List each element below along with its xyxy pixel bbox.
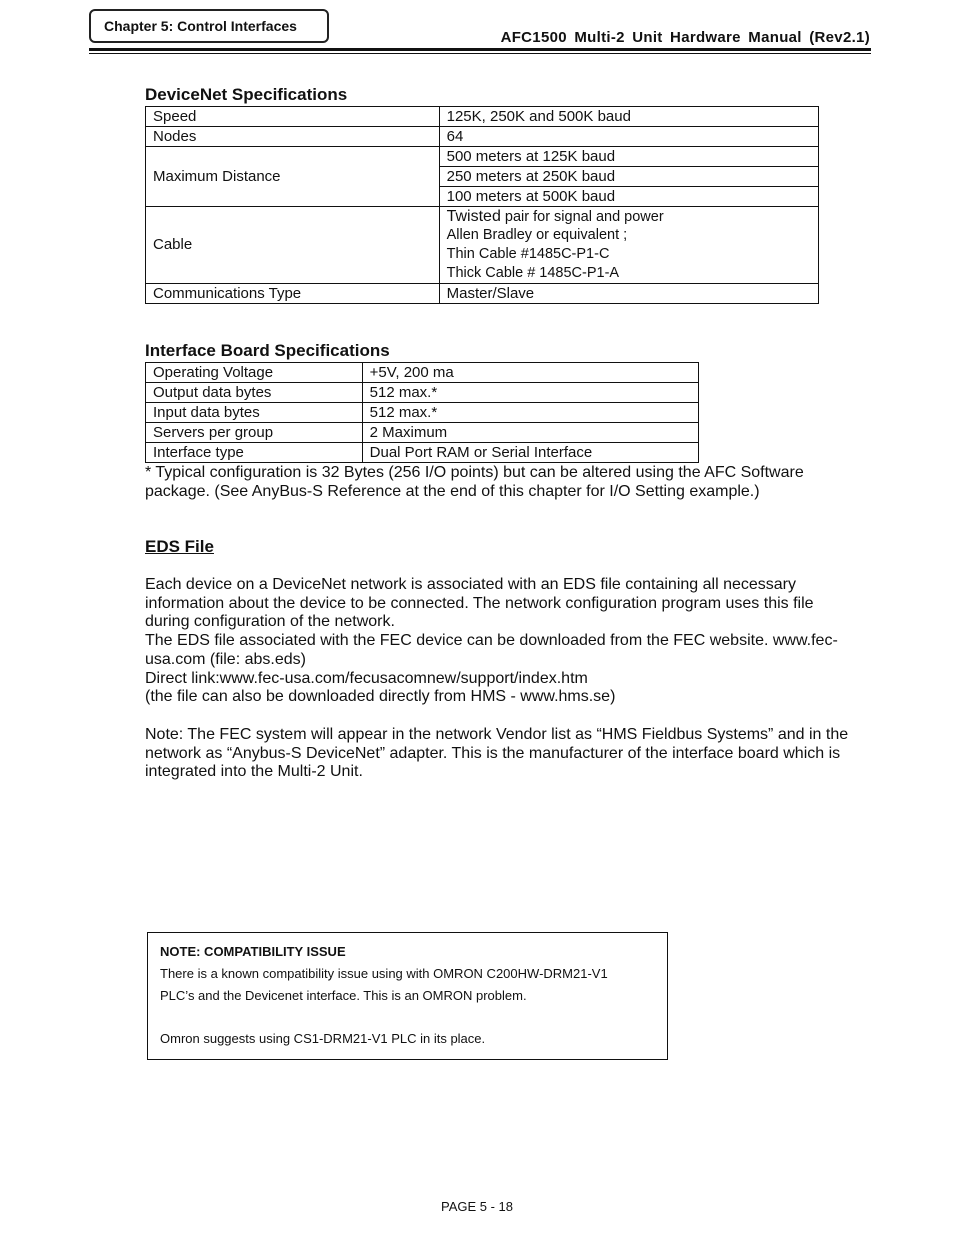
table-row (146, 207, 819, 284)
header-rule-thick (89, 48, 871, 51)
paragraph-line: (the file can also be downloaded directly from HMS - www.hms.se) (145, 688, 616, 706)
cable-label: Cable (146, 207, 440, 284)
eds-direct-link: Direct link:www.fec-usa.com/fecusacomnew/support/index.htm (145, 669, 588, 687)
distance-value: 500 meters at 125K baud (439, 147, 818, 167)
chapter-label: Chapter 5: Control Interfaces (89, 9, 329, 43)
speed-label: Speed (146, 107, 440, 127)
table-row (146, 443, 699, 463)
interface-board-title: Interface Board Specifications (145, 341, 390, 360)
eds-title: EDS File (145, 537, 214, 556)
note-title: NOTE: COMPATIBILITY ISSUE (160, 944, 346, 959)
eds-note-paragraph (145, 726, 848, 782)
nodes-value: 64 (439, 127, 818, 147)
devicenet-title: DeviceNet Specifications (145, 85, 348, 104)
spec-label: Interface type (146, 443, 363, 463)
paragraph-line: during configuration of the network. (145, 613, 395, 631)
spec-value: 512 max.* (362, 403, 698, 423)
note-line: PLC’s and the Devicenet interface. This is an OMRON problem. (160, 988, 527, 1003)
note-line: Omron suggests using CS1-DRM21-V1 PLC in its place. (160, 1031, 486, 1046)
interface-board-table (145, 362, 699, 463)
paragraph-line: usa.com (file: abs.eds) (145, 650, 306, 668)
header-rule-thin (89, 53, 871, 54)
table-row (146, 107, 819, 127)
comm-label: Communications Type (146, 284, 440, 304)
paragraph-line: information about the device to be connected. The network configuration program uses this file (145, 594, 814, 612)
cable-pair-text: pair for signal and power (500, 208, 664, 225)
spec-label: Operating Voltage (146, 363, 363, 383)
note-line: There is a known compatibility issue using with OMRON C200HW-DRM21-V1 (160, 966, 608, 981)
nodes-label: Nodes (146, 127, 440, 147)
comm-value: Master/Slave (439, 284, 818, 304)
spec-label: Input data bytes (146, 403, 363, 423)
cable-twisted: Twisted (446, 207, 501, 225)
table-row (146, 423, 699, 443)
paragraph-line: Each device on a DeviceNet network is associated with an EDS file containing all necessary (145, 576, 796, 593)
distance-value: 250 meters at 250K baud (439, 167, 818, 187)
spec-value: 2 Maximum (362, 423, 698, 443)
footnote-line: package. (See AnyBus-S Reference at the end of this chapter for I/O Setting example.) (145, 482, 760, 500)
interface-footnote (145, 464, 804, 501)
table-row (146, 147, 819, 167)
manual-title: AFC1500 Multi-2 Unit Hardware Manual (Rev2.1) (500, 29, 870, 46)
spec-label: Output data bytes (146, 383, 363, 403)
note-spacer (160, 1007, 655, 1028)
spec-value: 512 max.* (362, 383, 698, 403)
table-row (146, 284, 819, 304)
cable-line: Thick Cable # 1485C-P1-A (446, 264, 620, 281)
table-row (146, 127, 819, 147)
table-row (146, 363, 699, 383)
paragraph-line: Note: The FEC system will appear in the network Vendor list as “HMS Fieldbus Systems” and in the (145, 726, 849, 743)
table-row (146, 403, 699, 423)
paragraph-line: integrated into the Multi-2 Unit. (145, 763, 363, 781)
paragraph-line: network as “Anybus-S DeviceNet” adapter. This is the manufacturer of the interface board which is (145, 744, 841, 762)
cable-line: Thin Cable #1485C-P1-C (446, 245, 610, 262)
distance-value: 100 meters at 500K baud (439, 187, 818, 207)
distance-label: Maximum Distance (146, 147, 440, 207)
speed-value: 125K, 250K and 500K baud (439, 107, 818, 127)
cable-line: Allen Bradley or equivalent ; (446, 226, 628, 243)
paragraph-line: The EDS file associated with the FEC device can be downloaded from the FEC website. www.fec- (145, 632, 838, 650)
footnote-line: * Typical configuration is 32 Bytes (256 I/O points) but can be altered using the AFC Software (145, 464, 804, 481)
page-number: PAGE 5 - 18 (440, 1199, 513, 1214)
spec-label: Servers per group (146, 423, 363, 443)
compatibility-note (147, 932, 668, 1060)
spec-value: +5V, 200 ma (362, 363, 698, 383)
devicenet-table (145, 106, 819, 304)
cable-value (439, 207, 818, 284)
eds-paragraph (145, 576, 838, 707)
spec-value: Dual Port RAM or Serial Interface (362, 443, 698, 463)
table-row (146, 383, 699, 403)
